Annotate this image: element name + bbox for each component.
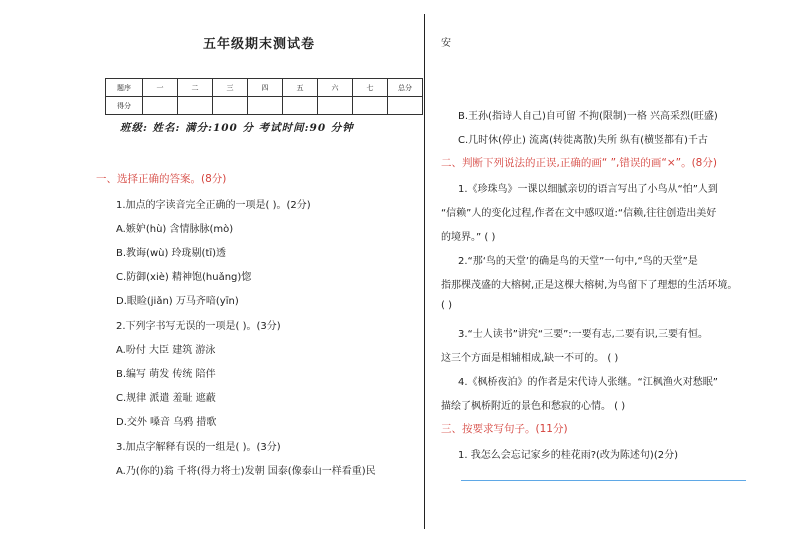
section-3-heading: 三、按要求写句子。(11分) [441, 423, 568, 435]
section-1-heading: 一、选择正确的答案。(8分) [96, 173, 227, 185]
score-cell: 一 [143, 79, 178, 97]
statement-text: 2.“那‘鸟的天堂’的确是鸟的天堂”一句中,“鸟的天堂”是 [458, 256, 698, 267]
statement-text: 描绘了枫桥附近的景色和愁寂的心情。 ( ) [441, 401, 626, 412]
question-text: 1. 我怎么会忘记家乡的桂花雨?(改为陈述句)(2分) [458, 450, 678, 461]
continued-text: 安 [441, 38, 451, 49]
score-cell: 得分 [106, 97, 143, 115]
page-title: 五年级期末测试卷 [203, 37, 316, 52]
option-text: A.嫉妒(hù) 含情脉脉(mò) [116, 224, 234, 235]
option-text: C.几时休(停止) 流离(转徙离散)失所 纵有(横竖都有)千古 [458, 135, 708, 146]
score-table-header-row [106, 79, 423, 97]
option-text: D.眼睑(jiǎn) 万马齐喑(yīn) [116, 296, 239, 307]
question-text: 1.加点的字读音完全正确的一项是( )。(2分) [116, 200, 311, 211]
option-text: B.王孙(指诗人自己)自可留 不拘(限制)一格 兴高采烈(旺盛) [458, 111, 718, 122]
score-cell: 五 [283, 79, 318, 97]
option-text: A.乃(你的)翁 千将(得力将士)发朝 国泰(像泰山一样看重)民 [116, 466, 376, 477]
option-text: B.编写 萌发 传统 陪伴 [116, 369, 216, 380]
statement-text: 3.“士人读书”讲究“三要”:一要有志,二要有识,三要有恒。 [458, 329, 708, 340]
exam-info-line: 班级: 姓名: 满分:100 分 考试时间:90 分钟 [120, 122, 354, 134]
score-cell: 七 [353, 79, 388, 97]
score-table-score-row [106, 97, 423, 115]
score-input-cell[interactable] [143, 97, 178, 115]
statement-text: 4.《枫桥夜泊》的作者是宋代诗人张继。“江枫渔火对愁眠” [458, 377, 718, 388]
statement-text: “信赖”人的变化过程,作者在文中感叹道:“信赖,往往创造出美好 [441, 208, 717, 219]
score-cell: 六 [318, 79, 353, 97]
option-text: A.吩付 大臣 建筑 游泳 [116, 345, 216, 356]
score-input-cell[interactable] [283, 97, 318, 115]
question-text: 2.下列字书写无误的一项是( )。(3分) [116, 321, 281, 332]
score-table [105, 78, 423, 115]
statement-text: ( ) [441, 300, 452, 311]
score-cell: 总分 [388, 79, 423, 97]
score-cell: 四 [248, 79, 283, 97]
score-input-cell[interactable] [318, 97, 353, 115]
option-text: D.交外 嗓音 乌鸦 措歌 [116, 417, 217, 428]
answer-line[interactable] [461, 480, 746, 481]
statement-text: 这三个方面是相辅相成,缺一不可的。 ( ) [441, 353, 619, 364]
score-cell: 二 [178, 79, 213, 97]
column-divider [424, 14, 425, 529]
score-cell: 题序 [106, 79, 143, 97]
score-input-cell[interactable] [213, 97, 248, 115]
option-text: C.防御(xiè) 精神饱(huǎng)惚 [116, 272, 252, 283]
statement-text: 1.《珍珠鸟》一课以细腻亲切的语言写出了小鸟从“怕”人到 [458, 184, 718, 195]
option-text: C.规律 派遣 羞耻 遮蔽 [116, 393, 216, 404]
section-2-heading: 二、判断下列说法的正误,正确的画“ ”,错误的画“×”。(8分) [441, 157, 717, 169]
score-input-cell[interactable] [353, 97, 388, 115]
question-text: 3.加点字解释有误的一组是( )。(3分) [116, 442, 281, 453]
score-input-cell[interactable] [248, 97, 283, 115]
statement-text: 的境界。” ( ) [441, 232, 496, 243]
score-input-cell[interactable] [388, 97, 423, 115]
score-cell: 三 [213, 79, 248, 97]
option-text: B.教诲(wù) 玲珑剔(tī)透 [116, 248, 227, 259]
score-input-cell[interactable] [178, 97, 213, 115]
statement-text: 指那棵茂盛的大榕树,正是这棵大榕树,为鸟留下了理想的生活环境。 [441, 280, 738, 291]
